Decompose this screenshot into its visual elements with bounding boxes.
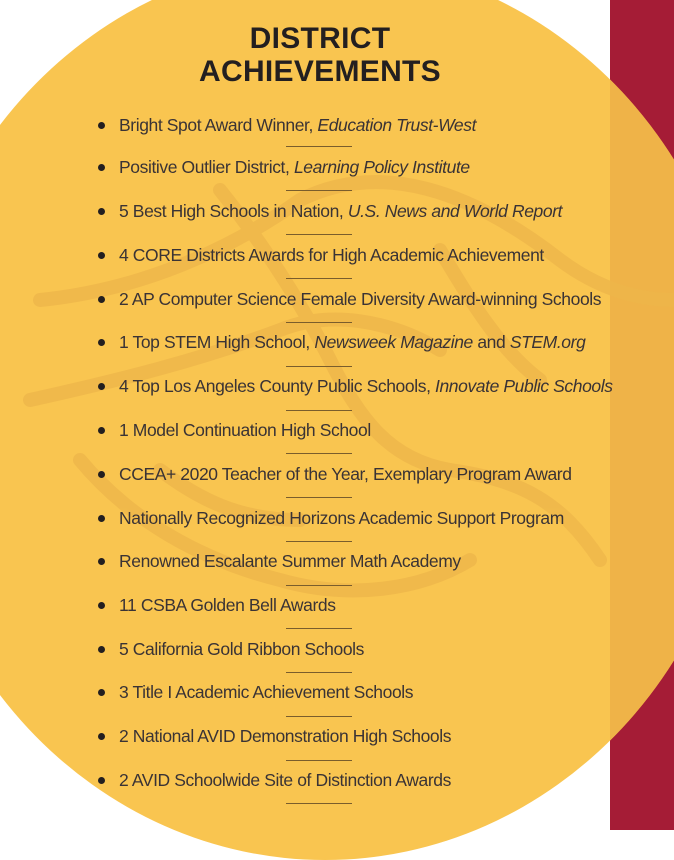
separator xyxy=(286,716,352,717)
separator xyxy=(286,803,352,804)
bullet-icon xyxy=(98,208,105,215)
separator xyxy=(286,541,352,542)
item-text: 11 CSBA Golden Bell Awards xyxy=(119,595,336,615)
bullet-icon xyxy=(98,164,105,171)
item-source: Newsweek Magazine xyxy=(314,332,473,352)
item-source: Education Trust-West xyxy=(317,115,477,135)
bullet-icon xyxy=(98,689,105,696)
item-text: Bright Spot Award Winner, xyxy=(119,115,318,135)
bullet-icon xyxy=(98,646,105,653)
item-text: 2 AP Computer Science Female Diversity Award-winning Schools xyxy=(119,289,602,309)
bullet-icon xyxy=(98,296,105,303)
item-text: Renowned Escalante Summer Math Academy xyxy=(119,551,461,571)
bullet-icon xyxy=(98,515,105,522)
separator xyxy=(286,628,352,629)
item-conjunction: and xyxy=(472,332,510,352)
item-source-2: STEM.org xyxy=(509,332,586,352)
item-source: U.S. News and World Report xyxy=(347,201,563,221)
title-line-2: ACHIEVEMENTS xyxy=(199,55,441,88)
bullet-icon xyxy=(98,602,105,609)
bullet-icon xyxy=(98,339,105,346)
separator xyxy=(286,322,352,323)
separator xyxy=(286,278,352,279)
item-text: Nationally Recognized Horizons Academic Support Program xyxy=(119,508,564,528)
separator xyxy=(286,760,352,761)
bullet-icon xyxy=(98,558,105,565)
item-text: 1 Model Continuation High School xyxy=(119,420,371,440)
bullet-icon xyxy=(98,427,105,434)
item-source: Learning Policy Institute xyxy=(293,157,470,177)
item-text: 2 National AVID Demonstration High Schools xyxy=(119,726,452,746)
item-text: Positive Outlier District, xyxy=(119,157,294,177)
item-text: CCEA+ 2020 Teacher of the Year, Exemplary Program Award xyxy=(119,464,572,484)
page-title xyxy=(0,22,640,88)
bullet-icon xyxy=(98,252,105,259)
bullet-icon xyxy=(98,122,105,129)
bullet-icon xyxy=(98,471,105,478)
item-text: 2 AVID Schoolwide Site of Distinction Awards xyxy=(119,770,451,790)
separator xyxy=(286,366,352,367)
separator xyxy=(286,190,352,191)
separator xyxy=(286,672,352,673)
item-text: 5 Best High Schools in Nation, xyxy=(119,201,348,221)
separator xyxy=(286,146,352,147)
separator xyxy=(286,453,352,454)
item-text: 5 California Gold Ribbon Schools xyxy=(119,639,364,659)
separator xyxy=(286,234,352,235)
bullet-icon xyxy=(98,733,105,740)
separator xyxy=(286,497,352,498)
item-text: 3 Title I Academic Achievement Schools xyxy=(119,682,414,702)
separator xyxy=(286,585,352,586)
item-text: 4 Top Los Angeles County Public Schools, xyxy=(119,376,435,396)
bullet-icon xyxy=(98,777,105,784)
title-line-1: DISTRICT xyxy=(249,22,391,55)
item-text: 1 Top STEM High School, xyxy=(119,332,315,352)
item-source: Innovate Public Schools xyxy=(435,376,613,396)
bullet-icon xyxy=(98,383,105,390)
separator xyxy=(286,410,352,411)
item-text: 4 CORE Districts Awards for High Academic Achievement xyxy=(119,245,544,265)
